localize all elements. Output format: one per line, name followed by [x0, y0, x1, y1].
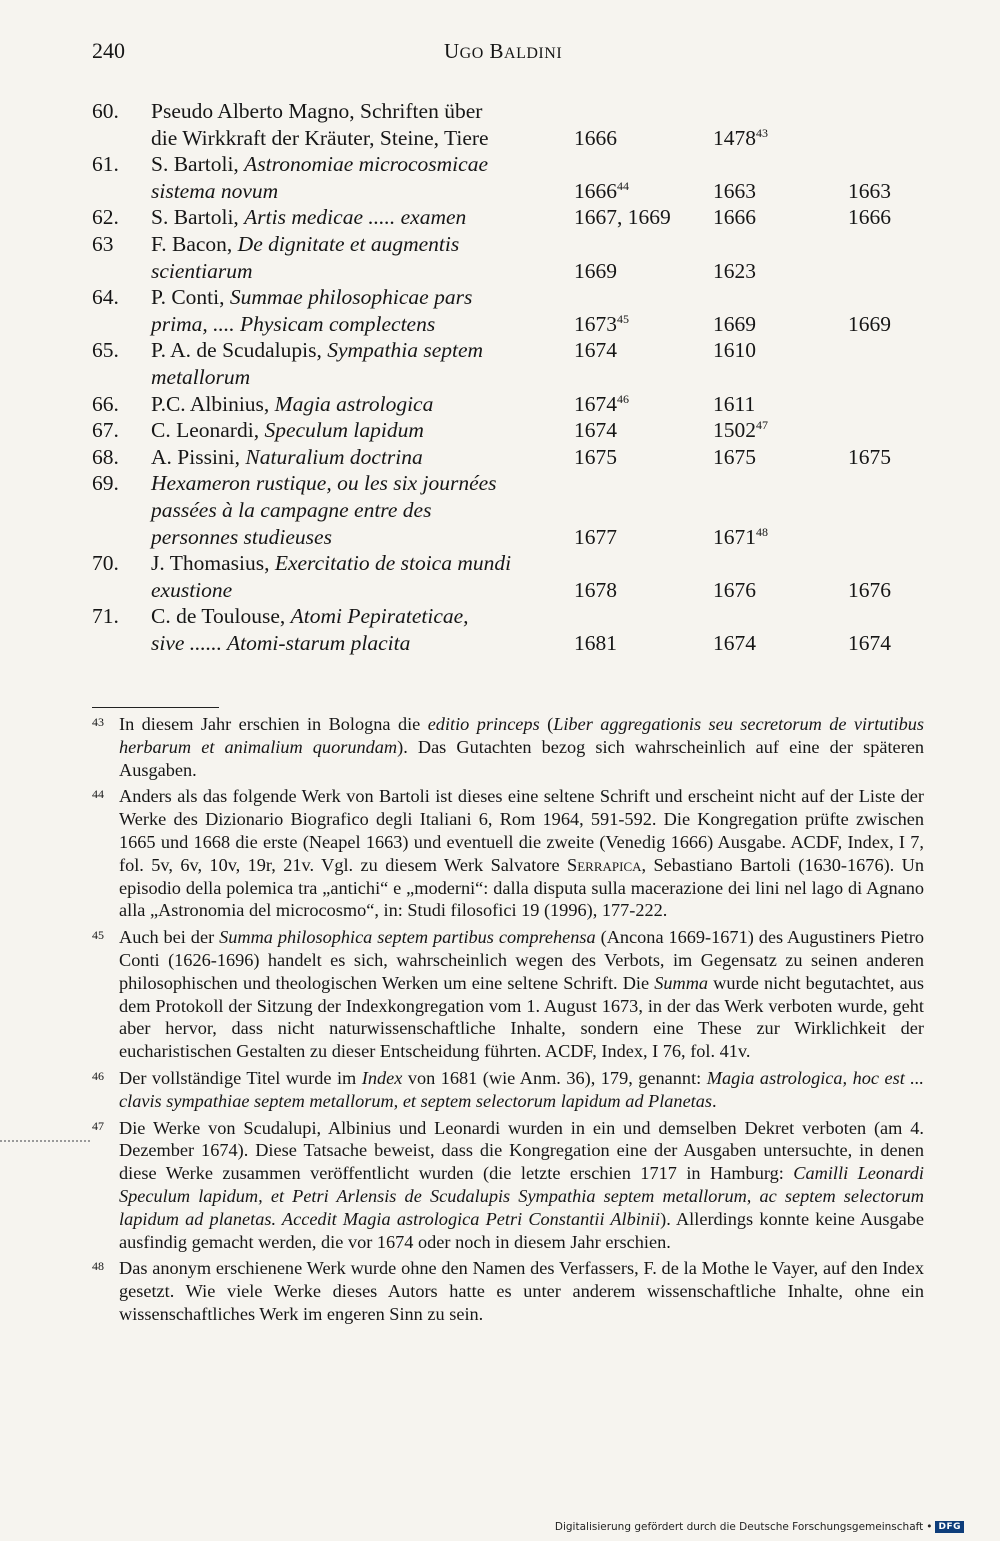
year-printed-value: 1666 [574, 178, 617, 203]
year-second-value: 1674 [713, 630, 756, 655]
entry-number: 70. [92, 551, 119, 576]
book-entry [92, 151, 912, 204]
title-text: Pseudo Alberto Magno, Schriften über [151, 99, 483, 123]
year-third [848, 178, 891, 205]
entry-title [151, 204, 466, 231]
year-second [713, 391, 755, 418]
year-third-value: 1676 [848, 577, 891, 602]
footnote-italic-text: Camilli Leonardi Speculum lapidum, et Petri Arlensis de Scudalupis Sympathia septem metallorum, ac septem selectorum lapidum ad planetas. Accedit Magia astrologica Petri Constantii Albinii [119, 1163, 924, 1229]
footnote [92, 1117, 924, 1254]
footnote-text: ). Allerdings konnte keine Ausgabe ausfindig gemacht werden, die vor 1674 oder noch in diesem Jahr erschien. [119, 1208, 924, 1252]
author-rest-first: GO [459, 45, 484, 62]
year-printed [574, 417, 617, 444]
italic-title-text: Magia astrologica [274, 391, 434, 416]
entry-number: 67. [92, 418, 119, 443]
year-second [713, 337, 756, 364]
footnote-ref: 45 [617, 311, 629, 326]
year-second-value: 1676 [713, 577, 756, 602]
footnote-text: ). Das Gutachten bezog sich wahrscheinlich auf eine der späteren Ausgaben. [119, 736, 924, 780]
footnote-text: von 1681 (wie Anm. 36), 179, genannt: [402, 1067, 707, 1088]
entry-title [151, 337, 483, 364]
book-entry [92, 444, 912, 471]
year-printed-value: 1674 [574, 391, 617, 416]
year-printed [574, 337, 617, 364]
italic-title-text: sive ...... Atomi-starum placita [151, 630, 411, 655]
footnote-number: 47 [92, 1118, 104, 1133]
digitization-credit [555, 1521, 964, 1533]
entry-line [92, 550, 912, 577]
year-printed [574, 444, 617, 471]
scan-margin-dots [0, 1140, 90, 1142]
year-third [848, 204, 891, 231]
footnote-ref: 43 [756, 125, 768, 140]
entry-title [151, 524, 332, 551]
book-entry [92, 550, 912, 603]
italic-title-text: Summae philosophicae pars [229, 285, 473, 310]
footnote-text: (Ancona 1669-1671) des Augustiners Pietro Conti (1626-1696) handelt es sich, wahrscheinlich wegen des Verbots, im Gegensatz zu seinen anderen philosophischen und theologischen Werken um eine seltene Schrift. Die [119, 927, 924, 993]
entry-line [92, 391, 912, 418]
footnote-text: Die Werke von Scudalupi, Albinius und Leonardi wurden in ein und demselben Dekret verboten (am 4. Dezember 1674). Diese Tatsache beweist, dass die Kongregation eine der Ausgaben untersuchte, in denen diese Werke zusammen veröffentlicht wurden (die letzte erschien 1717 in Hamburg: [119, 1117, 924, 1184]
entry-line [92, 178, 912, 205]
year-printed [574, 524, 617, 551]
entry-line [92, 524, 912, 551]
title-text: P. Conti, [151, 285, 230, 310]
entry-line [92, 470, 912, 497]
entry-line [92, 497, 912, 524]
title-text: C. de Toulouse, [151, 604, 291, 629]
entry-line [92, 603, 912, 630]
entry-line [92, 364, 912, 391]
footnote-text: Das anonym erschienene Werk wurde ohne den Namen des Verfassers, F. de la Mothe le Vayer, auf den Index gesetzt. Wie viele Werke dieses Autors hatte es unter anderem wissenschaftliche Inhalte, ohne ein wissenschaftliches Werk im engeren Sinn zu sein. [119, 1258, 924, 1324]
footnote-italic-text: Summa [654, 972, 709, 993]
entry-line [92, 125, 912, 152]
italic-title-text: Naturalium doctrina [245, 444, 423, 469]
entry-number: 68. [92, 444, 119, 469]
footnote [92, 926, 924, 1063]
entry-line [92, 417, 912, 444]
year-printed [574, 178, 629, 205]
title-text: A. Pissini, [151, 444, 246, 469]
year-printed-value: 1673 [574, 311, 617, 336]
year-second-value: 1666 [713, 205, 756, 230]
entry-title [151, 550, 511, 577]
entry-title [151, 98, 482, 125]
entry-title [151, 125, 489, 152]
entry-title [151, 284, 472, 311]
footnote-text: . [712, 1090, 717, 1111]
year-third-value: 1663 [848, 178, 891, 203]
year-printed-value: 1669 [574, 258, 617, 283]
entry-number: 64. [92, 285, 119, 310]
entry-line [92, 151, 912, 178]
italic-title-text: Hexameron rustique, ou les six journées [151, 471, 497, 496]
footnote-number: 46 [92, 1068, 104, 1083]
footnote-text: wurde nicht begutachtet, aus dem Protokoll der Sitzung der Indexkongregation vom 1. August 1673, in der das Werk verboten wurde, geht aber hervor, dass nicht naturwissenschaftliche Inhalte, sondern eine These zur Wirklichkeit der eucharistischen Gestalten zu dieser Entscheidung führten. ACDF, Index, I 76, fol. 41v. [119, 972, 924, 1062]
italic-title-text: Artis medicae ..... examen [244, 205, 467, 230]
footnote-number: 44 [92, 787, 104, 802]
book-entry [92, 417, 912, 444]
book-entry [92, 204, 912, 231]
footnote-text: Der vollständige Titel wurde im [119, 1067, 362, 1088]
year-second [713, 178, 756, 205]
year-printed-value: 1674 [574, 418, 617, 443]
title-text: P.C. Albinius, [151, 391, 275, 416]
year-third [848, 444, 891, 471]
entry-number: 69. [92, 471, 119, 496]
footnotes [92, 713, 924, 1330]
italic-title-text: exustione [151, 577, 233, 602]
book-entry [92, 470, 912, 550]
running-head [444, 39, 562, 64]
book-entry [92, 603, 912, 656]
year-printed-value: 1666 [574, 125, 617, 150]
footnote-ref: 44 [617, 178, 629, 193]
title-text: F. Bacon, [151, 231, 238, 256]
year-printed-value: 1677 [574, 524, 617, 549]
title-text: S. Bartoli, [151, 152, 245, 177]
footnote-number: 45 [92, 928, 104, 943]
year-second [713, 311, 756, 338]
year-second-value: 1663 [713, 178, 756, 203]
year-second-value: 1502 [713, 418, 756, 443]
entry-title [151, 178, 278, 205]
footnote [92, 785, 924, 922]
entry-line [92, 231, 912, 258]
author-initial-first: U [444, 39, 460, 63]
title-text: P. A. de Scudalupis, [151, 338, 328, 363]
year-second [713, 125, 768, 152]
italic-title-text: Atomi Pepirateticae, [290, 604, 469, 629]
author-rest-last: ALDINI [504, 45, 563, 62]
year-printed-value: 1681 [574, 630, 617, 655]
year-printed [574, 258, 617, 285]
entry-title [151, 258, 253, 285]
book-entry [92, 98, 912, 151]
entry-title [151, 444, 423, 471]
footnote-rule [92, 707, 219, 708]
year-third-value: 1666 [848, 205, 891, 230]
entry-title [151, 630, 410, 657]
entry-number: 60. [92, 99, 119, 123]
entry-line [92, 444, 912, 471]
year-third-value: 1675 [848, 444, 891, 469]
entry-number: 63 [92, 231, 114, 256]
year-printed [574, 577, 617, 604]
book-entry [92, 391, 912, 418]
year-printed-value: 1674 [574, 338, 617, 363]
year-second-value: 1610 [713, 338, 756, 363]
page-header [92, 38, 922, 72]
digitization-separator: • [926, 1521, 933, 1533]
year-third [848, 630, 891, 657]
year-printed-value: 1667, 1669 [574, 205, 671, 230]
year-second [713, 204, 756, 231]
footnote-italic-text: editio princeps [427, 714, 540, 734]
entry-number: 61. [92, 152, 119, 177]
footnote [92, 713, 924, 781]
italic-title-text: prima, .... Physicam complectens [151, 311, 436, 336]
year-second [713, 258, 756, 285]
year-second [713, 630, 756, 657]
entry-title [151, 417, 424, 444]
italic-title-text: sistema novum [151, 178, 279, 203]
year-printed [574, 311, 629, 338]
footnote-italic-text: Index [361, 1067, 403, 1088]
year-second [713, 444, 756, 471]
year-third-value: 1669 [848, 311, 891, 336]
footnote-number: 48 [92, 1259, 104, 1274]
title-text: C. Leonardi, [151, 418, 265, 443]
footnote-text: In diesem Jahr erschien in Bologna die [119, 714, 428, 734]
digitization-text: Digitalisierung gefördert durch die Deutsche Forschungsgemeinschaft [554, 1521, 924, 1533]
book-entry [92, 337, 912, 390]
entry-line [92, 204, 912, 231]
year-second-value: 1675 [713, 444, 756, 469]
footnote-italic-text: Liber aggregationis seu secretorum de virtutibus herbarum et animalium quorundam [119, 714, 924, 757]
entry-title [151, 391, 433, 418]
year-second-value: 1671 [713, 524, 756, 549]
entry-number: 66. [92, 391, 119, 416]
book-list [92, 98, 912, 656]
italic-title-text: passées à la campagne entre des [151, 497, 432, 522]
title-text: J. Thomasius, [151, 551, 275, 576]
year-second-value: 1669 [713, 311, 756, 336]
year-third [848, 311, 891, 338]
italic-title-text: Speculum lapidum [264, 418, 424, 443]
year-third-value: 1674 [848, 630, 891, 655]
year-printed [574, 391, 629, 418]
footnote-number: 43 [92, 715, 104, 729]
year-third [848, 577, 891, 604]
year-second-value: 1478 [713, 125, 756, 150]
entry-number: 71. [92, 604, 119, 629]
footnote-ref: 47 [756, 418, 768, 433]
footnote-text: , Sebastiano Bartoli (1630-1676). Un episodio della polemica tra „antichi“ e „moderni“: dalla disputa sulla macerazione dei lini nel lago di Agnano alla „Astronomia del microcosmo“, in: Studi filosofici 19 (1996), 177-222. [119, 854, 924, 921]
italic-title-text: scientiarum [151, 258, 253, 283]
author-initial-last: B [489, 39, 505, 63]
year-printed [574, 204, 671, 231]
year-second-value: 1623 [713, 258, 756, 283]
title-text: die Wirkkraft der Kräuter, Steine, Tiere [151, 125, 489, 150]
footnote [92, 1257, 924, 1325]
year-printed [574, 125, 617, 152]
year-printed-value: 1675 [574, 444, 617, 469]
italic-title-text: metallorum [151, 364, 251, 389]
year-printed [574, 630, 617, 657]
entry-title [151, 577, 232, 604]
footnote-text: Anders als das folgende Werk von Bartoli ist dieses eine seltene Schrift und erscheint nicht auf der Liste der Werke des Dizionario Biografico degli Italiani 6, Rom 1964, 591-592. Die Kongregation prüfte zwischen 1665 und 1668 die erste (Neapel 1663) und eventuell die zweite (Venedig 1666) Ausgabe. ACDF, Index, I 7, fol. 5v, 6v, 10v, 19r, 21v. Vgl. zu diesem Werk Salvatore [119, 786, 924, 875]
page-number: 240 [92, 38, 125, 63]
italic-title-text: Exercitatio de stoica mundi [274, 551, 512, 576]
dfg-logo: DFG [935, 1521, 964, 1533]
footnote [92, 1067, 924, 1113]
entry-line [92, 258, 912, 285]
entry-number: 62. [92, 205, 119, 230]
entry-title [151, 311, 435, 338]
italic-title-text: Astronomiae microcosmicae [244, 152, 488, 177]
footnote-ref: 48 [756, 524, 768, 539]
year-second [713, 524, 768, 551]
footnote-ref: 46 [617, 391, 629, 406]
entry-title [151, 603, 469, 630]
year-second [713, 417, 768, 444]
italic-title-text: personnes studieuses [151, 524, 332, 549]
footnote-smallcaps-text: Serrapica [567, 854, 642, 875]
footnote-text: Auch bei der [119, 927, 220, 948]
entry-line [92, 630, 912, 657]
italic-title-text: Sympathia septem [327, 338, 484, 363]
entry-title [151, 151, 488, 178]
entry-line [92, 311, 912, 338]
entry-line [92, 337, 912, 364]
italic-title-text: De dignitate et augmentis [237, 231, 460, 256]
book-entry [92, 231, 912, 284]
footnote-text: ( [539, 714, 554, 734]
entry-line [92, 284, 912, 311]
year-printed-value: 1678 [574, 577, 617, 602]
year-second-value: 1611 [713, 391, 756, 416]
year-second [713, 577, 756, 604]
footnote-italic-text: Summa philosophica septem partibus comprehensa [219, 927, 596, 948]
entry-title [151, 470, 497, 497]
book-entry [92, 284, 912, 337]
entry-title [151, 497, 431, 524]
entry-title [151, 231, 459, 258]
entry-title [151, 364, 250, 391]
footnote-italic-text: Magia astrologica, hoc est ... clavis sympathiae septem metallorum, et septem selectorum lapidum ad Planetas [119, 1067, 924, 1111]
entry-number: 65. [92, 338, 119, 363]
entry-line [92, 98, 912, 125]
title-text: S. Bartoli, [151, 205, 245, 230]
entry-line [92, 577, 912, 604]
